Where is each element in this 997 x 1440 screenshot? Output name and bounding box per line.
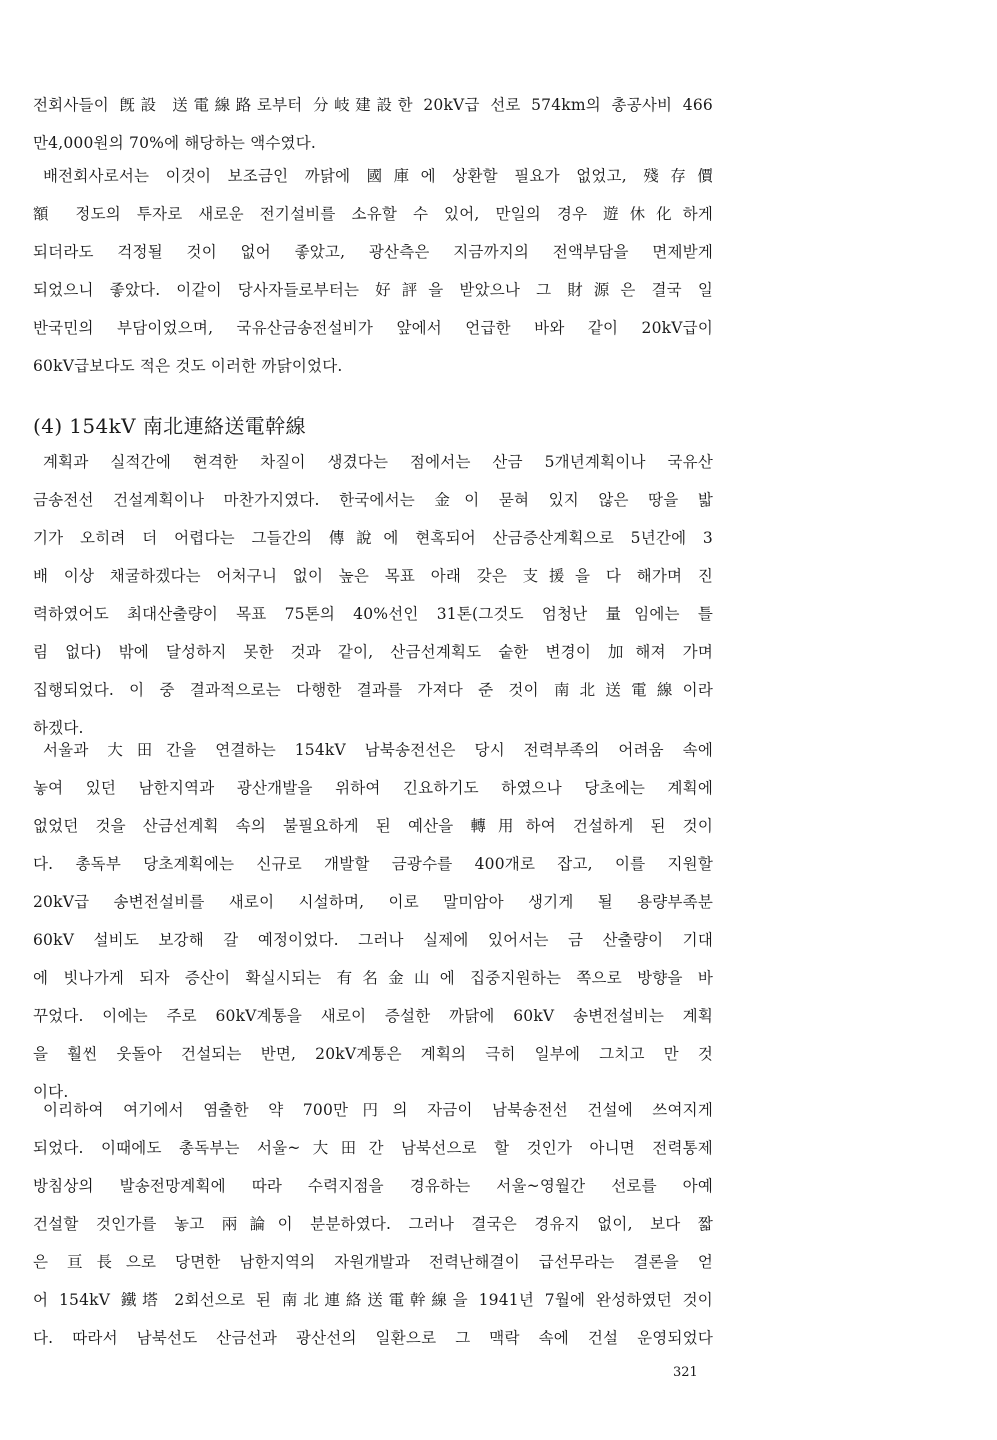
- text-line: 계획과 실적간에 현격한 차질이 생겼다는 점에서는 산금 5개년계획이나 국유산: [43, 453, 713, 471]
- text-line: 60kV급보다도 적은 것도 이러한 까닭이었다.: [33, 357, 343, 375]
- text-line: 額 정도의 투자로 새로운 전기설비를 소유할 수 있어, 만일의 경우 遊休化하게: [33, 205, 713, 223]
- paragraph: [33, 157, 713, 385]
- text-line: 에 빗나가게 되자 증산이 확실시되는 有名金山에 집중지원하는 쪽으로 방향을 바: [33, 969, 713, 987]
- text-line: 방침상의 발송전망계획에 따라 수력지점을 경유하는 서울~영월간 선로를 아예: [33, 1177, 713, 1195]
- text-line: 서울과 大田간을 연결하는 154kV 남북송전선은 당시 전력부족의 어려움 속에: [43, 741, 713, 759]
- text-line: 놓여 있던 남한지역과 광산개발을 위하여 긴요하기도 하였으나 당초에는 계획에: [33, 779, 713, 797]
- text-line: 다. 총독부 당초계획에는 신규로 개발할 금광수를 400개로 잡고, 이를 지원할: [33, 855, 713, 873]
- text-line: 기가 오히려 더 어렵다는 그들간의 傳說에 현혹되어 산금증산계획으로 5년간에 3: [33, 529, 713, 547]
- paragraph: [33, 86, 713, 162]
- text-line: 만4,000원의 70%에 해당하는 액수였다.: [33, 134, 317, 152]
- paragraph: [33, 1091, 713, 1357]
- text-line: 20kV급 송변전설비를 새로이 시설하며, 이로 말미암아 생기게 될 용량부족분: [33, 893, 713, 911]
- text-line: 되었다. 이때에도 총독부는 서울~大田간 남북선으로 할 것인가 아니면 전력통제: [33, 1139, 713, 1157]
- text-line: 집행되었다. 이 중 결과적으로는 다행한 결과를 가져다 준 것이 南北送電線이라: [33, 681, 713, 699]
- text-line: 이다.: [33, 1083, 69, 1101]
- text-line: 어 154kV 鐵塔 2회선으로 된 南北連絡送電幹線을 1941년 7월에 완성하였던 것이: [33, 1291, 713, 1309]
- text-line: 없었던 것을 산금선계획 속의 불필요하게 된 예산을 轉用하여 건설하게 된 것이: [33, 817, 713, 835]
- text-line: 60kV 설비도 보강해 갈 예정이었다. 그러나 실제에 있어서는 금 산출량이 기대: [33, 931, 713, 949]
- text-line: 건설할 것인가를 놓고 兩論이 분분하였다. 그러나 결국은 경유지 없이, 보다 짧: [33, 1215, 713, 1233]
- text-line: 림 없다) 밖에 달성하지 못한 것과 같이, 산금선계획도 숱한 변경이 加해져 가며: [33, 643, 713, 661]
- text-line: 전회사들이 旣設 送電線路로부터 分岐建設한 20kV급 선로 574km의 총공사비 466: [33, 96, 713, 114]
- text-line: 금송전선 건설계획이나 마찬가지였다. 한국에서는 金이 묻혀 있지 않은 땅을 밟: [33, 491, 713, 509]
- text-line: 되었으니 좋았다. 이같이 당사자들로부터는 好評을 받았으나 그 財源은 결국 일: [33, 281, 713, 299]
- text-line: 이리하여 여기에서 염출한 약 700만円의 자금이 남북송전선 건설에 쓰여지게: [43, 1101, 713, 1119]
- section-heading: (4) 154kV 南北連絡送電幹線: [33, 414, 306, 438]
- text-line: 꾸었다. 이에는 주로 60kV계통을 새로이 증설한 까닭에 60kV 송변전설비는 계획: [33, 1007, 713, 1025]
- page-number: 321: [673, 1365, 698, 1380]
- text-line: 을 훨씬 웃돌아 건설되는 반면, 20kV계통은 계획의 극히 일부에 그치고 만 것: [33, 1045, 713, 1063]
- text-line: 반국민의 부담이었으며, 국유산금송전설비가 앞에서 언급한 바와 같이 20kV급이: [33, 319, 713, 337]
- text-line: 다. 따라서 남북선도 산금선과 광산선의 일환으로 그 맥락 속에 건설 운영되었다: [33, 1329, 713, 1347]
- text-line: 배전회사로서는 이것이 보조금인 까닭에 國庫에 상환할 필요가 없었고, 殘存價: [43, 167, 713, 185]
- text-line: 은 亘長으로 당면한 남한지역의 자원개발과 전력난해결이 급선무라는 결론을 얻: [33, 1253, 713, 1271]
- text-line: 배 이상 채굴하겠다는 어처구니 없이 높은 목표 아래 갖은 支援을 다 해가며 진: [33, 567, 713, 585]
- paragraph: [33, 731, 713, 1111]
- text-line: 력하였어도 최대산출량이 목표 75톤의 40%선인 31톤(그것도 엄청난 量임에는 틀: [33, 605, 713, 623]
- paragraph: [33, 443, 713, 747]
- text-line: 되더라도 걱정될 것이 없어 좋았고, 광산측은 지금까지의 전액부담을 면제받게: [33, 243, 713, 261]
- text-line: 하겠다.: [33, 719, 84, 737]
